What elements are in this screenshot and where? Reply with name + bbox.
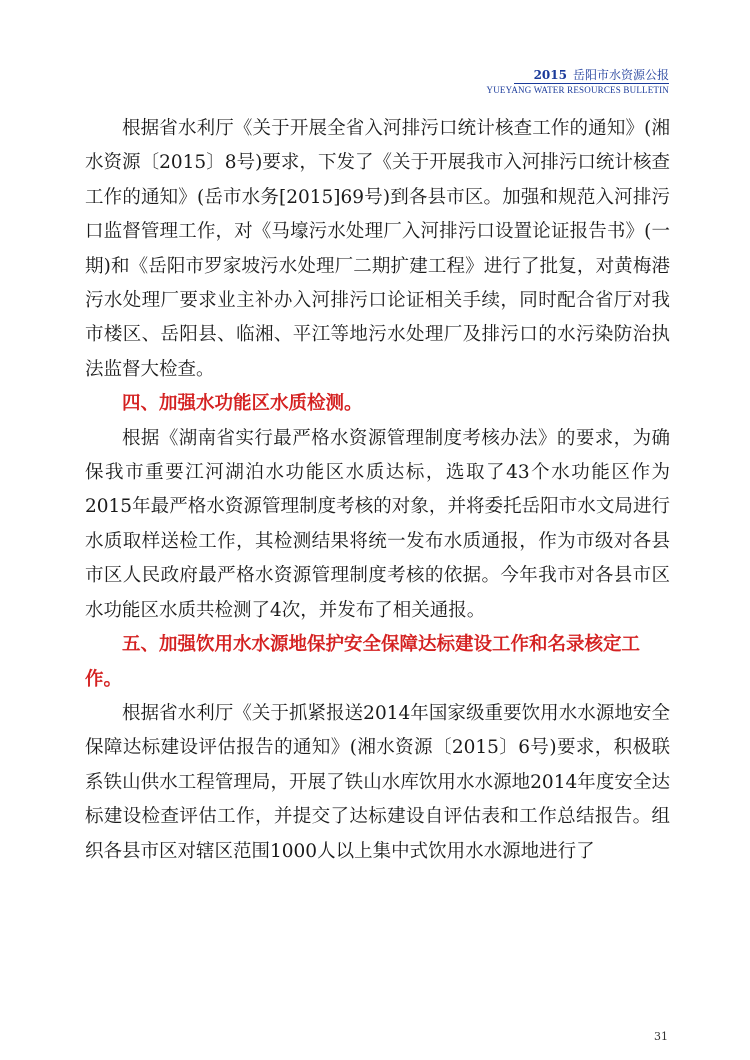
paragraph-water-quality: 根据《湖南省实行最严格水资源管理制度考核办法》的要求，为确保我市重要江河湖泊水功能区水质达标，选取了43个水功能区作为2015年最严格水资源管理制度考核的对象，并将委托岳阳市水文局进行水质取样送检工作，其检测结果将统一发布水质通报，作为市级对各县市区人民政府最严格水资源管理制度考核的依据。今年我市对各县市区水功能区水质共检测了4次，并发布了相关通报。 (85, 427, 670, 621)
header-title (534, 66, 669, 83)
paragraph-outfall-review: 根据省水利厅《关于开展全省入河排污口统计核查工作的通知》(湘水资源〔2015〕8号)要求，下发了《关于开展我市入河排污口统计核查工作的通知》(岳市水务[2015]69号)到各县市区。加强和规范入河排污口监督管理工作，对《马壕污水处理厂入河排污口设置论证报告书》(一期)和《岳阳市罗家坡污水处理厂二期扩建工程》进行了批复，对黄梅港污水处理厂要求业主补办入河排污口论证相关手续，同时配合省厅对我市楼区、岳阳县、临湘、平江等地污水处理厂及排污口的水污染防治执法监督大检查。 (85, 118, 670, 380)
paragraph-drinking-water: 根据省水利厅《关于抓紧报送2014年国家级重要饮用水水源地安全保障达标建设评估报告的通知》(湘水资源〔2015〕6号)要求，积极联系铁山供水工程管理局，开展了铁山水库饮用水水源地2014年度安全达标建设检查评估工作，并提交了达标建设自评估表和工作总结报告。组织各县市区对辖区范围1000人以上集中式饮用水水源地进行了 (85, 702, 670, 862)
document-body (85, 112, 670, 869)
header-year: 2015 (533, 68, 567, 82)
header-subtitle: YUEYANG WATER RESOURCES BULLETIN (486, 85, 669, 95)
page-header (84, 66, 669, 96)
header-bulletin-name: 岳阳市水资源公报 (572, 68, 669, 82)
section-heading-drinking-water: 五、加强饮用水水源地保护安全保障达标建设工作和名录核定工作。 (85, 634, 641, 690)
section-heading-water-quality: 四、加强水功能区水质检测。 (122, 393, 363, 415)
page-number: 31 (654, 1030, 668, 1043)
header-rule (514, 83, 669, 84)
